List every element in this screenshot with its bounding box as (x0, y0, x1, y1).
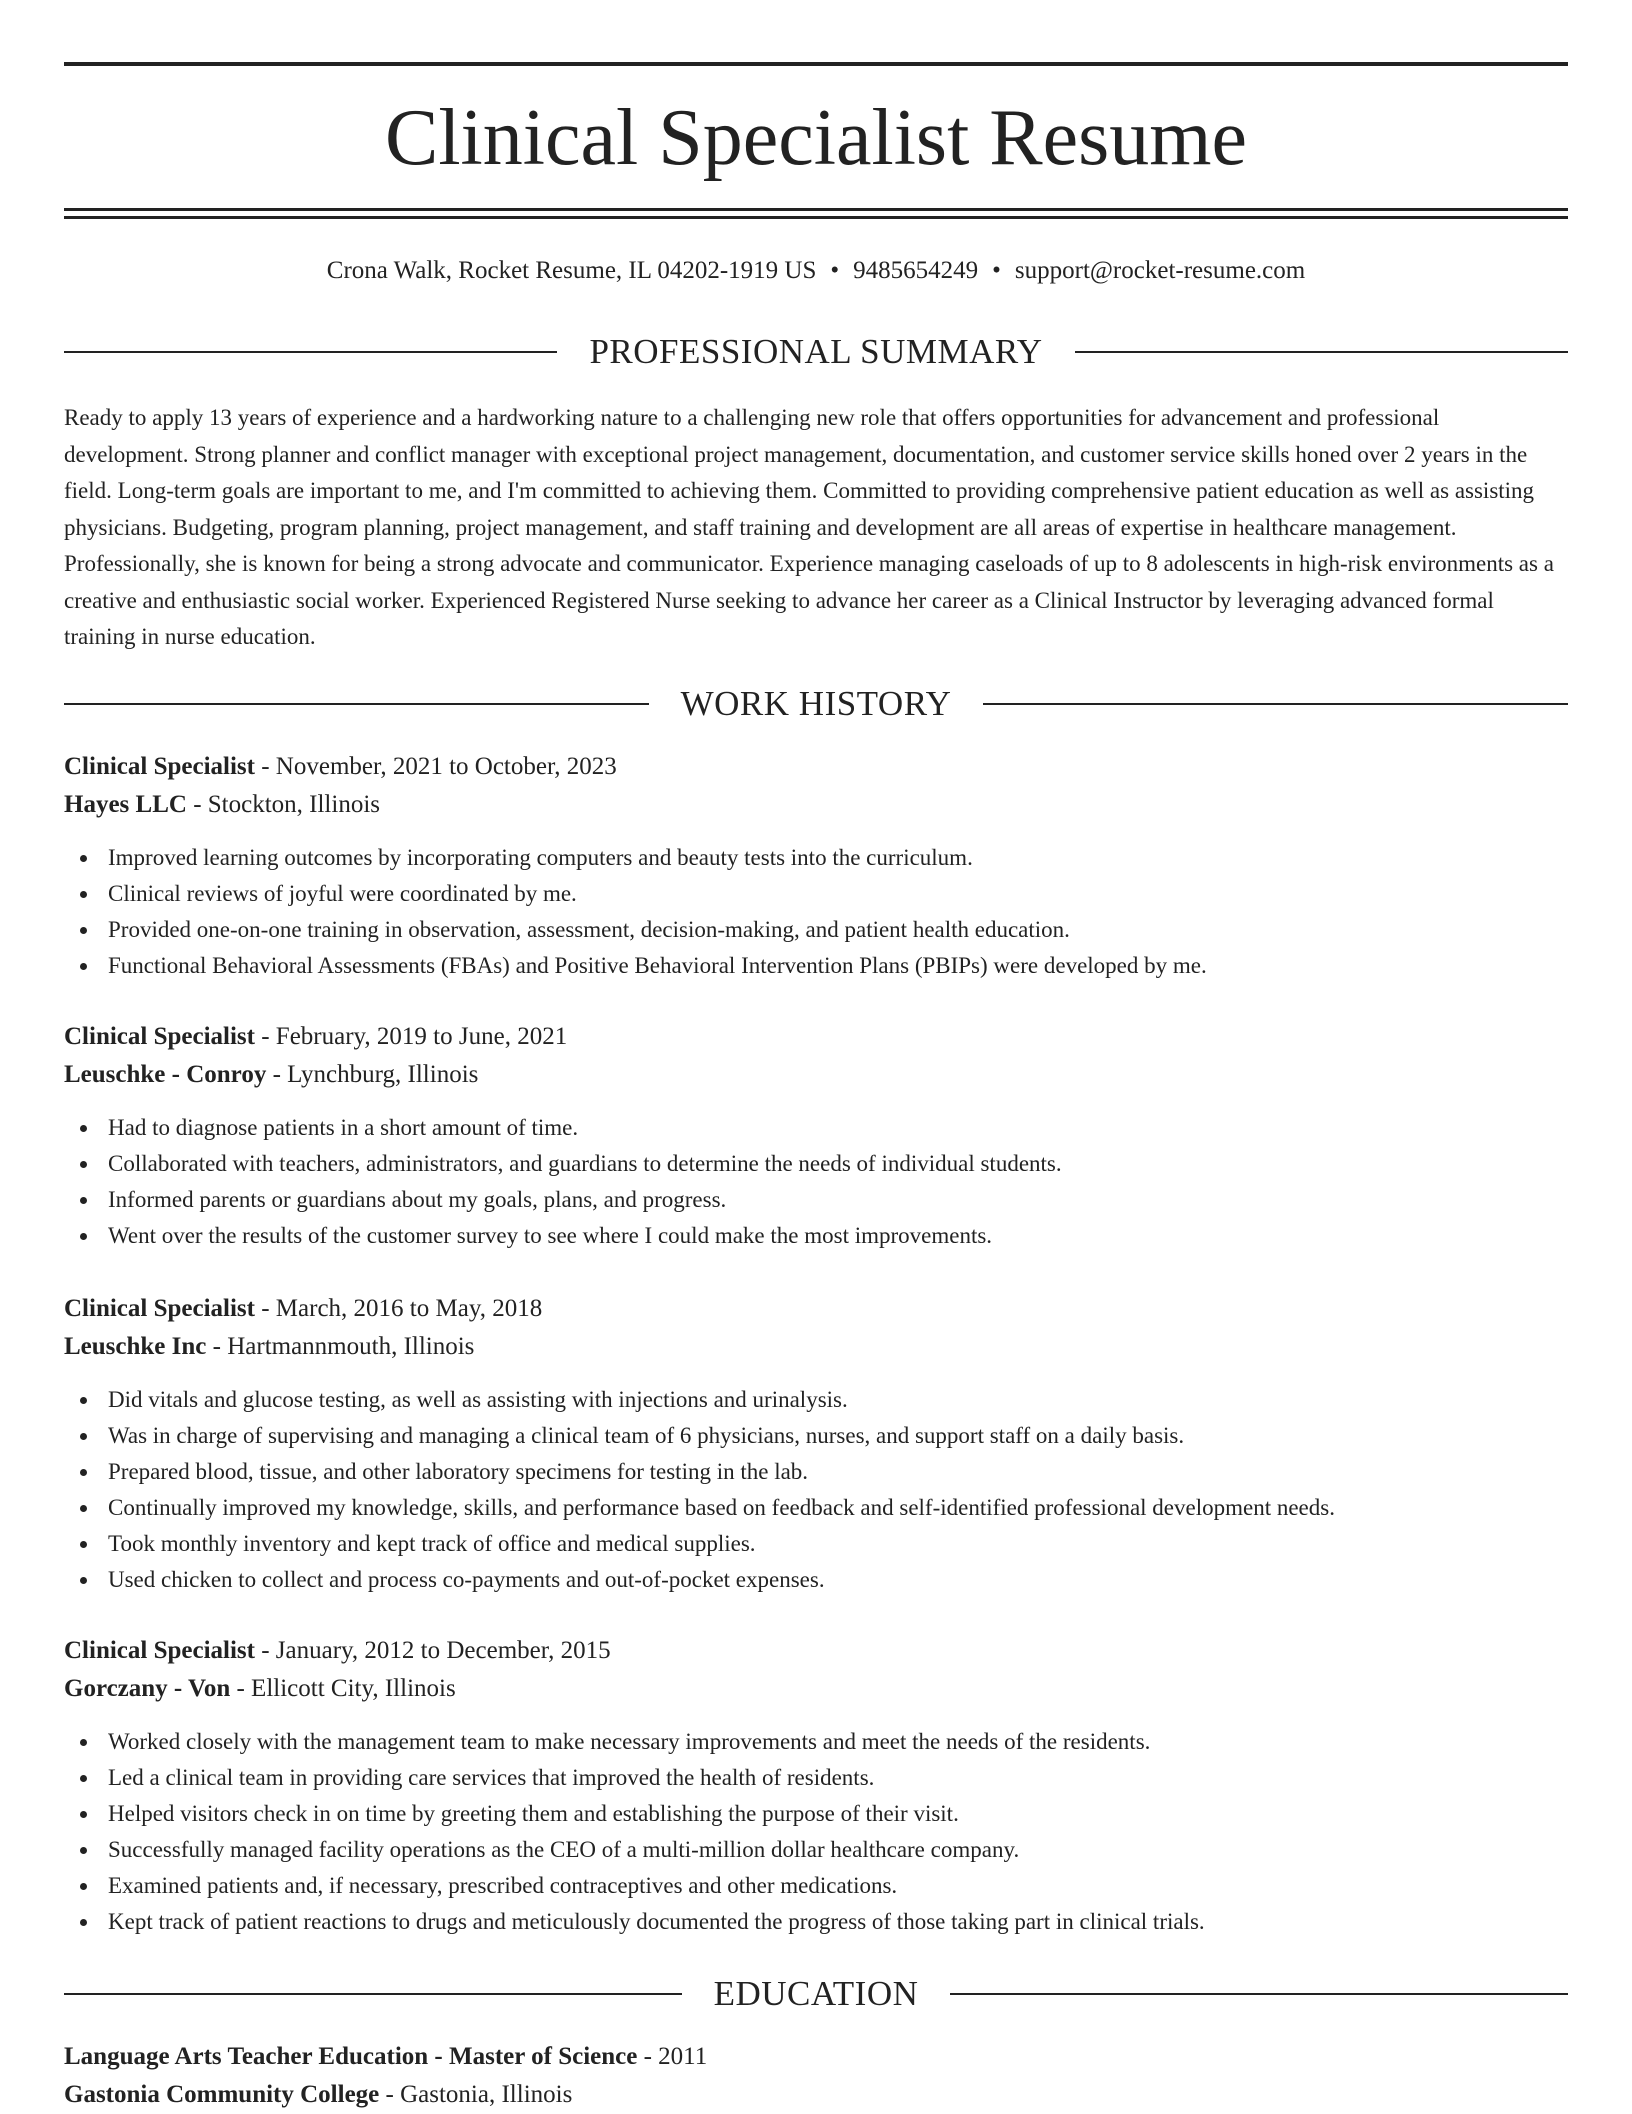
job-bullet: Worked closely with the management team to make necessary improvements and meet the needs of the residents. (64, 1724, 1568, 1760)
education-location: - Gastonia, Illinois (379, 2081, 573, 2108)
job-title: Clinical Specialist (64, 1637, 255, 1664)
section-heading-education (64, 1972, 1568, 2016)
education-school-line (64, 2076, 1568, 2114)
job-bullet-list (64, 1382, 1568, 1598)
heading-rule-left (64, 351, 557, 353)
heading-rule-right (983, 703, 1568, 705)
job-bullet-list (64, 1110, 1568, 1254)
contact-separator: • (992, 257, 1001, 284)
job-company-line (64, 1670, 1568, 1708)
education-degree: Language Arts Teacher Education - Master of Science (64, 2043, 638, 2070)
job-location: - Lynchburg, Illinois (266, 1061, 479, 1088)
job-bullet: Functional Behavioral Assessments (FBAs) and Positive Behavioral Intervention Plans (PBIPs) were developed by me. (64, 948, 1568, 984)
job-location: - Stockton, Illinois (186, 791, 380, 818)
contact-separator: • (830, 257, 840, 284)
job-company-line (64, 786, 1568, 824)
job-entry (64, 1632, 1568, 1940)
job-bullet: Provided one-on-one training in observation, assessment, decision-making, and patient health education. (64, 912, 1568, 948)
job-title-line (64, 748, 1568, 786)
section-title-summary: PROFESSIONAL SUMMARY (589, 332, 1043, 371)
job-company: Hayes LLC (64, 791, 187, 818)
job-bullet: Prepared blood, tissue, and other laboratory specimens for testing in the lab. (64, 1454, 1568, 1490)
job-dates: - February, 2019 to June, 2021 (254, 1023, 568, 1050)
contact-email: support@rocket-resume.com (1014, 257, 1306, 284)
job-title: Clinical Specialist (64, 1295, 255, 1322)
job-entry (64, 1290, 1568, 1598)
job-bullet-list (64, 840, 1568, 984)
contact-address: Crona Walk, Rocket Resume, IL 04202-1919 US (326, 257, 817, 284)
education-degree-line (64, 2038, 1568, 2076)
job-title: Clinical Specialist (64, 753, 255, 780)
summary-text: Ready to apply 13 years of experience and a hardworking nature to a challenging new role that offers opportunities for advancement and professional development. Strong planner and conflict manager with exceptional project management, documentation, and customer service skills honed over 2 years in the field. Long-term goals are important to me, and I'm committed to achieving them. Committed to providing comprehensive patient education as well as assisting physicians. Budgeting, program planning, project management, and staff training and development are all areas of expertise in healthcare management. Professionally, she is known for being a strong advocate and communicator. Experience managing caseloads of up to 8 adolescents in high-risk environments as a creative and enthusiastic social worker. Experienced Registered Nurse seeking to advance her career as a Clinical Instructor by leveraging advanced formal training in nurse education. (64, 405, 1554, 649)
job-bullet: Collaborated with teachers, administrators, and guardians to determine the needs of individual students. (64, 1146, 1568, 1182)
job-dates: - January, 2012 to December, 2015 (254, 1637, 611, 1664)
job-bullet: Led a clinical team in providing care services that improved the health of residents. (64, 1760, 1568, 1796)
job-bullet: Continually improved my knowledge, skills, and performance based on feedback and self-identified professional development needs. (64, 1490, 1568, 1526)
job-title-line (64, 1632, 1568, 1670)
job-entry (64, 1018, 1568, 1254)
job-bullet: Kept track of patient reactions to drugs and meticulously documented the progress of those taking part in clinical trials. (64, 1904, 1568, 1940)
job-company-line (64, 1056, 1568, 1094)
job-bullet: Improved learning outcomes by incorporating computers and beauty tests into the curriculum. (64, 840, 1568, 876)
job-bullet-list (64, 1724, 1568, 1940)
job-location: - Hartmannmouth, Illinois (206, 1333, 475, 1360)
job-title-line (64, 1290, 1568, 1328)
education-school: Gastonia Community College (64, 2081, 380, 2108)
header-bottom-rule-second (64, 216, 1568, 219)
job-bullet: Used chicken to collect and process co-payments and out-of-pocket expenses. (64, 1562, 1568, 1598)
heading-rule-right (950, 1993, 1568, 1995)
job-bullet: Clinical reviews of joyful were coordinated by me. (64, 876, 1568, 912)
section-heading-work (64, 682, 1568, 726)
heading-rule-left (64, 703, 649, 705)
job-company: Leuschke Inc (64, 1333, 207, 1360)
job-bullet: Was in charge of supervising and managing a clinical team of 6 physicians, nurses, and support staff on a daily basis. (64, 1418, 1568, 1454)
education-entry (64, 2038, 1568, 2114)
page-title: Clinical Specialist Resume (384, 94, 1248, 182)
job-bullet: Took monthly inventory and kept track of office and medical supplies. (64, 1526, 1568, 1562)
job-company: Gorczany - Von (64, 1675, 231, 1702)
job-bullet: Had to diagnose patients in a short amount of time. (64, 1110, 1568, 1146)
header-bottom-rule (64, 208, 1568, 211)
job-entry (64, 748, 1568, 984)
header-top-rule (64, 62, 1568, 66)
contact-phone: 9485654249 (853, 257, 979, 284)
job-title-line (64, 1018, 1568, 1056)
contact-line (64, 254, 1568, 288)
job-bullet: Informed parents or guardians about my goals, plans, and progress. (64, 1182, 1568, 1218)
section-title-work: WORK HISTORY (680, 684, 952, 723)
job-bullet: Helped visitors check in on time by greeting them and establishing the purpose of their visit. (64, 1796, 1568, 1832)
heading-rule-left (64, 1993, 682, 1995)
job-dates: - March, 2016 to May, 2018 (254, 1295, 543, 1322)
job-location: - Ellicott City, Illinois (230, 1675, 456, 1702)
heading-rule-right (1075, 351, 1568, 353)
education-year: - 2011 (637, 2043, 708, 2070)
section-title-education: EDUCATION (713, 1974, 919, 2013)
job-bullet: Did vitals and glucose testing, as well as assisting with injections and urinalysis. (64, 1382, 1568, 1418)
job-bullet: Went over the results of the customer survey to see where I could make the most improvements. (64, 1218, 1568, 1254)
job-company-line (64, 1328, 1568, 1366)
job-company: Leuschke - Conroy (64, 1061, 267, 1088)
section-heading-summary (64, 330, 1568, 374)
job-title: Clinical Specialist (64, 1023, 255, 1050)
job-dates: - November, 2021 to October, 2023 (254, 753, 617, 780)
job-bullet: Examined patients and, if necessary, prescribed contraceptives and other medications. (64, 1868, 1568, 1904)
job-bullet: Successfully managed facility operations as the CEO of a multi-million dollar healthcare company. (64, 1832, 1568, 1868)
